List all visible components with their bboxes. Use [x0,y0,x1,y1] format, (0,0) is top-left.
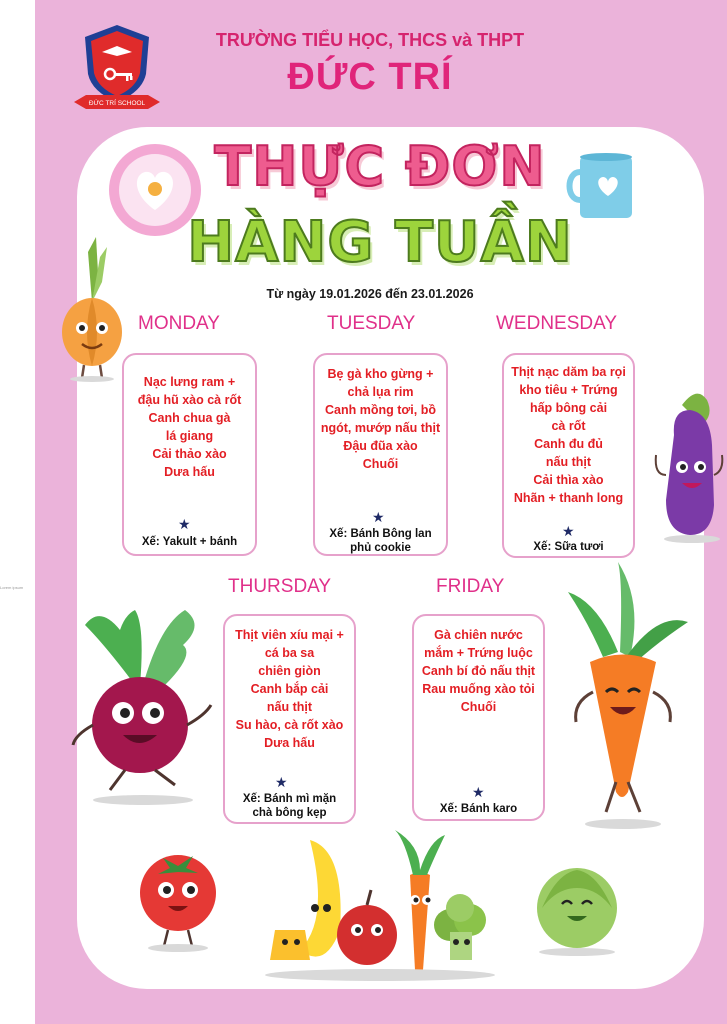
menu-item: Đậu đũa xào [343,439,418,453]
menu-item: cá ba sa [264,646,315,660]
menu-item: Dưa hấu [164,465,215,479]
menu-item: Chuối [362,457,399,471]
eggplant-illustration [652,375,727,545]
title-line-1: THỰC ĐƠN [214,135,546,198]
menu-item: nấu thịt [545,455,592,469]
school-name: ĐỨC TRÍ [287,56,453,98]
snack-line: Xế: Sữa tươi [533,541,604,553]
menu-items-thursday [225,626,354,752]
snack-line: chà bông kẹp [252,807,327,819]
day-label-friday: FRIDAY [436,576,505,597]
day-label-monday: MONDAY [138,313,220,334]
day-label-thursday: THURSDAY [228,576,332,597]
star-icon: ★ [178,516,191,532]
menu-item: Dưa hấu [264,736,315,750]
menu-item: Thịt nạc dăm ba rọi [511,365,626,379]
carrot-illustration [548,562,698,832]
beet-illustration [65,585,215,805]
snack-text-monday [124,535,255,549]
cabbage-illustration [522,858,632,958]
menu-item: Thịt viên xíu mại + [235,628,344,642]
menu-item: lá giang [165,429,214,443]
onion-illustration [52,232,132,382]
fruit-group-illustration [255,820,500,985]
tomato-illustration [128,838,228,953]
logo-ribbon-text: ĐỨC TRÍ SCHOOL [88,100,146,107]
menu-item: Cải thìa xào [533,473,604,487]
menu-item: hấp bông cải [529,401,608,415]
menu-item: Chuối [460,700,497,714]
menu-card-wednesday [502,353,635,558]
day-label-tuesday: TUESDAY [327,313,416,334]
menu-items-tuesday [315,365,446,473]
snack-text-thursday [225,792,354,820]
menu-item: Cải thảo xào [152,447,227,461]
menu-card-thursday [223,614,356,824]
star-icon: ★ [472,784,485,800]
menu-item: Rau muống xào tỏi [422,682,535,696]
menu-items-monday [124,373,255,481]
menu-card-friday [412,614,545,821]
snack-line: Xế: Bánh Bông lan [329,528,432,540]
menu-card-tuesday [313,353,448,556]
menu-item: Canh bắp cải [250,682,329,696]
menu-items-friday [414,626,543,716]
snack-line: Xế: Yakult + bánh [141,536,238,548]
menu-item: Nạc lưng ram + [143,375,236,389]
star-icon: ★ [372,509,385,525]
title-line-2: HÀNG TUẦN [187,210,573,275]
snack-text-wednesday [504,540,633,554]
menu-item: Canh mồng tơi, bồ [325,403,436,417]
menu-item: đậu hũ xào cà rốt [137,393,242,407]
menu-item: Canh đu đủ [534,437,603,451]
menu-item: ngót, mướp nấu thịt [320,421,441,435]
star-icon: ★ [562,523,575,539]
menu-item: Su hào, cà rốt xào [235,718,344,732]
snack-line: Xế: Bánh karo [439,803,518,815]
menu-item: chiên giòn [258,664,321,678]
menu-item: Bẹ gà kho gừng + [327,367,434,381]
menu-card-monday [122,353,257,556]
snack-text-tuesday [315,527,446,555]
menu-items-wednesday [504,363,633,507]
menu-item: kho tiêu + Trứng [519,383,618,397]
stray-text: Lorem ipsum [0,585,24,590]
menu-item: mắm + Trứng luộc [424,646,533,660]
day-label-wednesday: WEDNESDAY [496,313,618,334]
date-range: Từ ngày 19.01.2026 đến 23.01.2026 [266,287,474,301]
snack-text-friday [414,802,543,816]
snack-line: Xế: Bánh mì mặn [242,793,337,805]
menu-item: Canh chua gà [148,411,231,425]
menu-item: nấu thịt [266,700,313,714]
menu-item: chả lụa rim [347,385,414,399]
school-line: TRƯỜNG TIỂU HỌC, THCS và THPT [215,30,525,50]
menu-item: Nhãn + thanh long [513,491,624,505]
star-icon: ★ [275,774,288,790]
snack-line: phủ cookie [350,542,411,554]
menu-item: Gà chiên nước [434,628,523,642]
menu-item: cà rốt [551,419,586,433]
menu-item: Canh bí đỏ nấu thịt [421,664,536,678]
